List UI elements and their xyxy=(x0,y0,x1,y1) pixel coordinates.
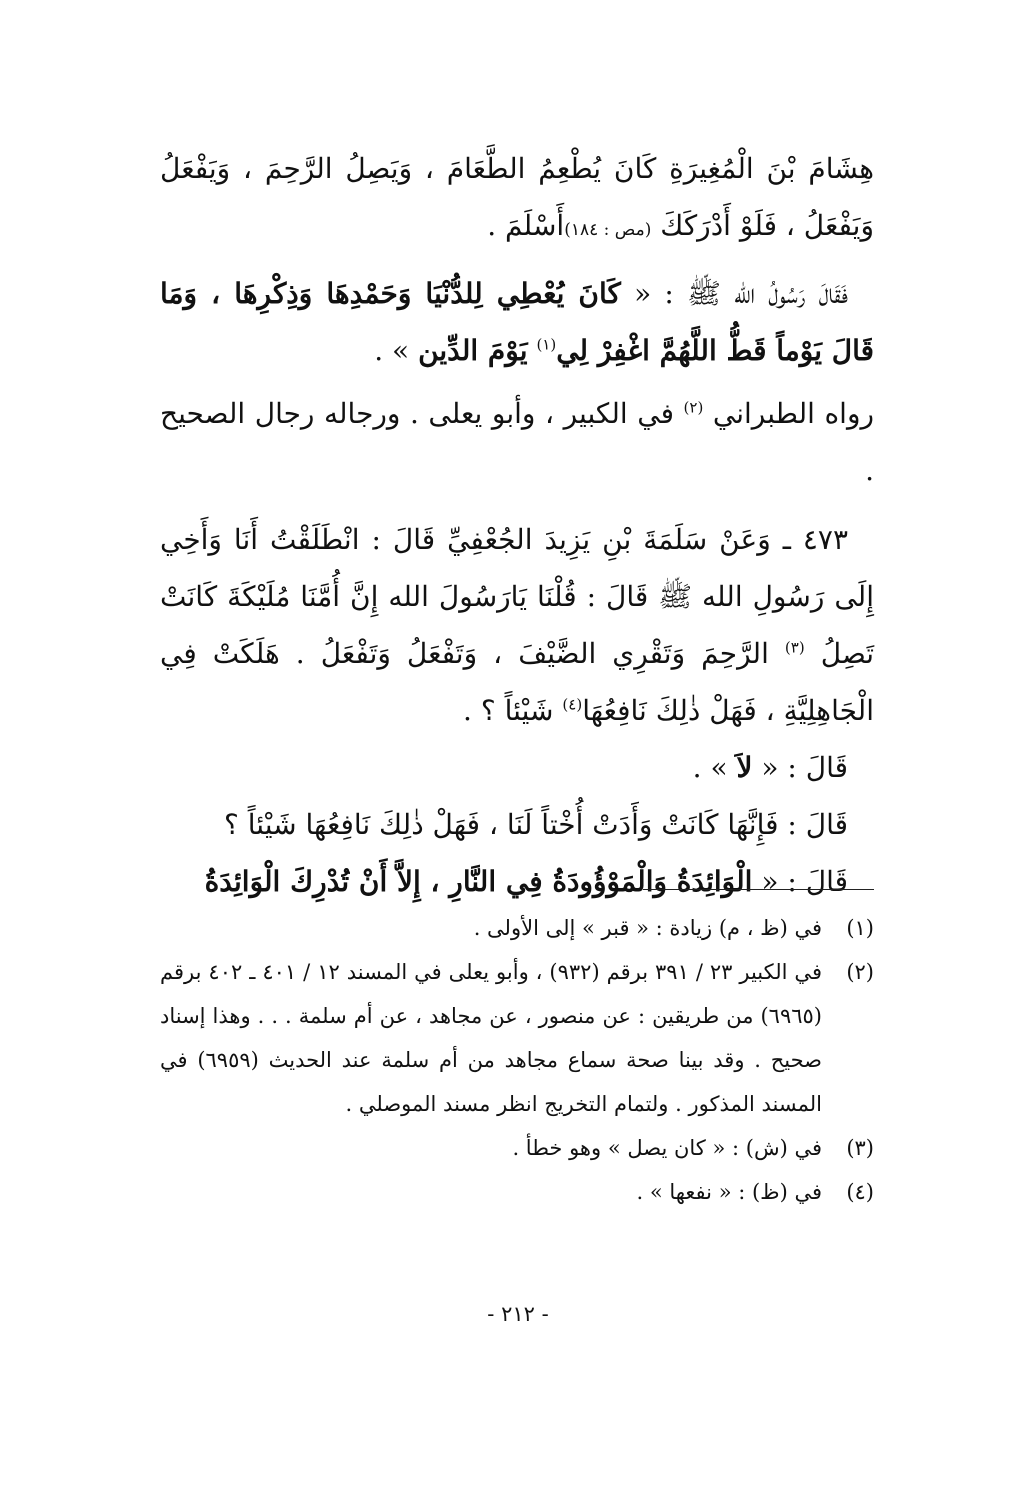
footnote-number: (٣) xyxy=(846,1136,874,1160)
hadith-473-a: ٤٧٣ ـ وَعَنْ سَلَمَةَ بْنِ يَزِيدَ الجُعْفِيِّ قَالَ : انْطَلَقْتُ أَنَا وَأَخِي إِلَى رَسُولِ الله ﷺ قَالَ : قُلْنَا يَارَسُولَ الله إِنَّ أُمَّنَا مُلَيْكَةَ كَانَتْ تَصِلُ xyxy=(160,523,875,670)
footnote-3 xyxy=(160,1126,874,1170)
page-reference: (مص : ١٨٤) xyxy=(564,220,652,240)
paragraph-1-line-2-end: أَسْلَمَ . xyxy=(487,209,565,242)
footnote-text: في (ظ) : « نفعها » . xyxy=(636,1180,822,1204)
footnote-1 xyxy=(160,906,874,950)
narration-source-b: في الكبير ، وأبو يعلى . ورجاله رجال الصحيح . xyxy=(160,397,874,487)
footnote-4 xyxy=(160,1170,874,1214)
reply-lead: قَالَ : « xyxy=(752,751,848,784)
footnote-ref-4: (٤) xyxy=(562,695,583,714)
paragraph-6 xyxy=(160,796,874,853)
footnote-divider xyxy=(643,889,874,890)
hadith-473-c: شَيْئاً ؟ . xyxy=(463,694,554,727)
footnote-ref-1: (١) xyxy=(536,335,557,354)
footnote-number: (١) xyxy=(846,916,874,940)
reply-quote: لاَ xyxy=(736,751,753,784)
hadith-473-b: الرَّحِمَ وَتَقْرِي الضَّيْفَ ، وَتَفْعَلُ وَتَفْعَلُ . هَلَكَتْ فِي الْجَاهِلِيَّةِ ، فَهَلْ ذٰلِكَ نَافِعُهَا xyxy=(160,637,874,727)
paragraph-7 xyxy=(160,853,874,910)
answer-quote: الْوَائِدَةُ وَالْمَوْؤُودَةُ فِي النَّارِ ، إِلاَّ أَنْ تُدْرِكَ الْوَائِدَةُ xyxy=(204,865,753,898)
footnote-text: في (ظ ، م) زيادة : « قبر » إلى الأولى . xyxy=(473,916,822,940)
hadith-lead: فَقَالَ رَسُولُ الله ﷺ : « xyxy=(620,277,848,310)
footnote-text: في الكبير ٢٣ / ٣٩١ برقم (٩٣٢) ، وأبو يعلى في المسند ١٢ / ٤٠١ ـ ٤٠٢ برقم (٦٩٦٥) من طريقين : عن منصور ، عن مجاهد ، عن أم سلمة . . . وهذا إسناد صحيح . وقد بينا صحة سماع مجاهد من أم سلمة عند الحديث (٦٩٥٩) في المسند المذكور . ولتمام التخريج انظر مسند الموصلي . xyxy=(160,960,822,1116)
narration-source-a: رواه الطبراني xyxy=(712,397,875,430)
paragraph-1-line-1: هِشَامَ بْنَ الْمُغِيرَةِ كَانَ يُطْعِمُ الطَّعَامَ ، وَيَصِلُ الرَّحِمَ ، وَيَفْعَلُ xyxy=(160,152,874,185)
main-text xyxy=(160,140,874,910)
footnote-text: في (ش) : « كان يصل » وهو خطأ . xyxy=(512,1136,822,1160)
paragraph-4 xyxy=(160,511,874,739)
reply-tail: » . xyxy=(692,751,737,784)
paragraph-5 xyxy=(160,739,874,796)
footnote-number: (٤) xyxy=(846,1180,874,1204)
paragraph-1-line-2: وَيَفْعَلُ ، فَلَوْ أَدْرَكَكَ xyxy=(660,209,874,242)
hadith-quote-2: يَوْمَ الدِّين xyxy=(418,334,528,367)
paragraph-1 xyxy=(160,140,874,259)
footnote-number: (٢) xyxy=(846,960,874,984)
hadith-quote-1: كَانَ يُعْطِي لِلدُّنْيَا وَحَمْدِهَا وَذِكْرِهَا ، وَمَا قَالَ يَوْماً قَطُّ اللَّهُمَّ اغْفِرْ لِي xyxy=(160,277,874,367)
hadith-tail: » . xyxy=(374,334,419,367)
page-number: - ٢١٢ - xyxy=(487,1302,549,1326)
paragraph-2 xyxy=(160,265,874,379)
footnote-2 xyxy=(160,950,874,1126)
footnote-ref-2: (٢) xyxy=(683,398,704,417)
question-text: قَالَ : فَإِنَّهَا كَانَتْ وَأَدَتْ أُخْتاً لَنَا ، فَهَلْ ذٰلِكَ نَافِعُهَا شَيْئاً ؟ xyxy=(223,808,848,841)
footnotes xyxy=(160,906,874,1214)
answer-lead: قَالَ : « xyxy=(752,865,848,898)
footnote-ref-3: (٣) xyxy=(784,638,805,657)
paragraph-3 xyxy=(160,385,874,499)
